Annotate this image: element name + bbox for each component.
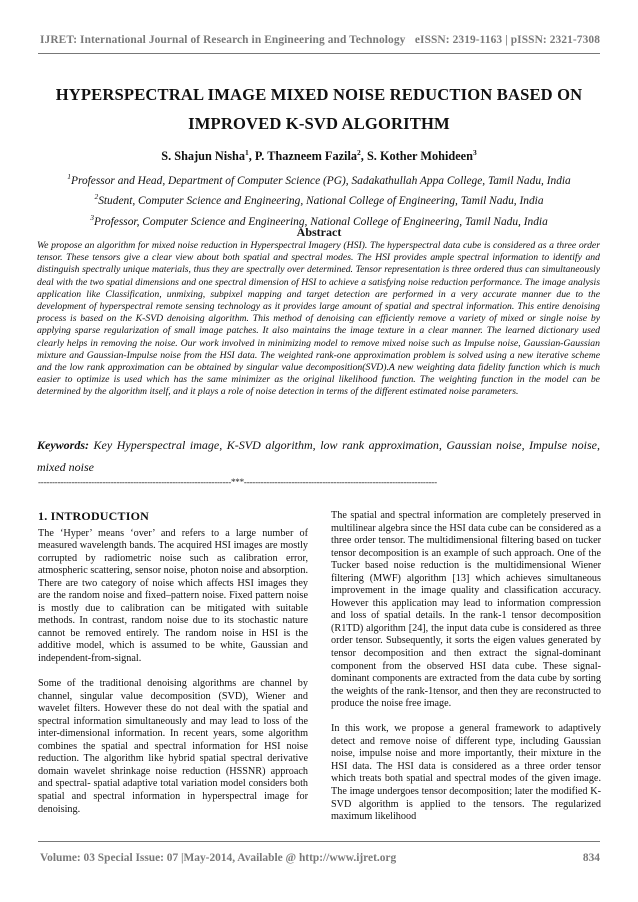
running-header (40, 34, 600, 46)
volume-info: Volume: 03 Special Issue: 07 |May-2014, Available @ http://www.ijret.org (40, 852, 397, 864)
keywords-label: Keywords: (37, 438, 89, 452)
author-2-sup: 2 (357, 148, 361, 157)
page-number: 834 (582, 852, 600, 864)
author-1-sup: 1 (245, 148, 249, 157)
title-line-1: HYPERSPECTRAL IMAGE MIXED NOISE REDUCTION BASED ON (55, 85, 583, 104)
affiliations (0, 169, 638, 230)
abstract-heading: Abstract (296, 225, 342, 239)
author-3: S. Kother Mohideen (366, 149, 473, 164)
affiliation-3: $^3$Professor, Computer Science and Engineering, National College of Engineering, Tamil Nadu, India (90, 212, 548, 228)
keywords-text: Key Hyperspectral image, K-SVD algorithm, low rank approximation, Gaussian noise, Impulse noise, mixed noise (37, 438, 600, 474)
section-separator: ---------------------------------------------------------------------***--------------------------------------------------------------------- (38, 477, 437, 487)
abstract-body: We propose an algorithm for mixed noise reduction in Hyperspectral Imagery (HSI). The hyperspectral data cube is considered as a three order tensor. These tensors give a clear view about both spatial and spectral modes. The HSI provides ample spectral information to identify and distinguish spectrally unique materials, thus they are spectrally over determined. Tensor representation is three ordered thus can simultaneously deal with the two spatial dimensions and one spectral dimension of HSI to achieve a satisfying noise reduction performance. The image analysis application like Classification, unmixing, subpixel mapping and target detection are performed in a very accurate manner due to the development of hyperspectral remote sensing technology as it provides large amount of spatial and spectral information. This entire denoising process is based on the K-SVD denoising algorithm. This method of denoising can efficiently remove a variety of mixed or single noise by applying sparse regularization of small image patches. It also maintains the image texture in a clear manner. The learned dictionary used clearly helps in removing the noise. Our work involved in minimizing model to remove mixed noise such as Impulse noise, Gaussian-Gaussian mixture and Gaussian-Impulse noise from the HSI data. The weighted rank-one approximation problem is solved using a new iterative scheme and the low rank approximation can be obtained by singular value decomposition(SVD).A new weighting data fidelity function which is much easier to optimize is used which has the same minimizer as the original likelihood function. The weighting function in the model can be determined by the algorithm itself, and it plays a role of noise detection in terms of the different estimated noise parameters. (37, 240, 600, 398)
left-column (38, 510, 308, 829)
affiliation-1: $^1$Professor and Head, Department of Computer Science (PG), Sadakathullah Appa College, Tamil Nadu, India (67, 172, 571, 187)
keywords (37, 434, 600, 478)
issn-info: eISSN: 2319-1163 | pISSN: 2321-7308 (414, 34, 600, 46)
running-footer (40, 852, 600, 864)
author-1: S. Shajun Nisha (161, 149, 245, 164)
affiliation-2: $^2$Student, Computer Science and Engineering, National College of Engineering, Tamil Nadu, India (94, 192, 544, 208)
paragraph: The spatial and spectral information are completely preserved in multilinear algebra since the HSI data cube can be considered as a three order tensor. The multidimensional filtering based on tucker tensor decomposition is an example of such approach. One of the Tucker based noise reduction is the multidimensional Wiener filtering (MWF) algorithm [13] which achieves simultaneous improvement in the image quality and classification accuracy. However this application may lead to information compression and loss of spatial details. In the rank-1 tensor decomposition (R1TD) algorithm [24], the input data cube is considered as three order tensor. Subsequently, it sorts the eigen values generated by tensor decomposition and then extract the signal-dominant component from the observed HSI data cube. These signal-dominant components are extracted from the data cube by sorting the weights of the rank-1tensor, and then they are reconstructed to produce the noise free image. (331, 510, 601, 710)
right-column (331, 510, 601, 836)
author-2: P. Thazneem Fazila (254, 149, 358, 164)
paragraph: The ‘Hyper’ means ‘over’ and refers to a large number of measured wavelength bands. The acquired HSI images are mostly corrupted by radiometric noise such as calibration error, atmospheric scattering, sensor noise, photon noise and absorption. There are two category of noise which affects HSI images they are the random noise and fixed–pattern noise. Fixed pattern noise is mostly due to calibration can be mitigated with suitable methods. In contrast, random noise due to its stochastic nature cannot be removed entirely. The random noise in HSI is the additive model, which is assumed to be white, Gaussian and independent-from-signal. (38, 527, 308, 665)
paragraph: Some of the traditional denoising algorithms are channel by channel, singular value decomposition (SVD), Wiener and wavelet filters. However these do not deal with the spatial and spectral information simultaneously and may lead to loss of the inter-dimensional information. In recent years, some algorithm combines the spatial and spectral information for HSI noise reduction. The algorithm like hybrid spatial spectral derivative domain wavelet shrinkage noise reduction (HSSNR) approach and spectral- spatial adaptive total variation model considers both spatial and spectral information in hyperspectral image for denoising. (38, 678, 308, 815)
author-list (0, 148, 638, 164)
author-3-sup: 3 (472, 148, 477, 157)
journal-name: IJRET: International Journal of Research in Engineering and Technology (40, 34, 406, 46)
title-line-2: IMPROVED K-SVD ALGORITHM (188, 114, 450, 133)
section-heading: 1. INTRODUCTION (38, 509, 150, 523)
author-sep: , (360, 149, 367, 164)
paper-title (20, 80, 618, 138)
header-rule (38, 53, 600, 54)
author-sep: , (248, 149, 255, 164)
paragraph: In this work, we propose a general framework to adaptively detect and remove noise of different type, including Gaussian noise, impulse noise and more importantly, their mixture in the HSI data. The HSI data is considered as a three order tensor which treats both spatial and spectral modes of the given image. The image undergoes tensor decomposition; later the modified K-SVD algorithm is applied to the tensors. The regularized maximum likelihood (331, 723, 601, 823)
footer-rule (38, 841, 600, 842)
